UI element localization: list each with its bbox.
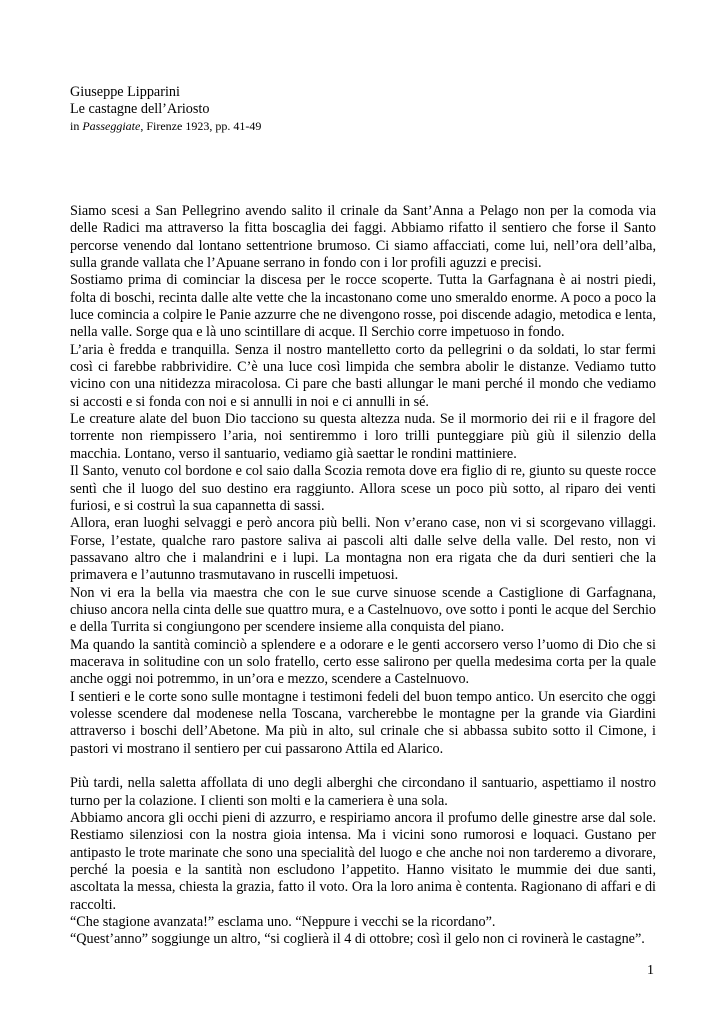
paragraph: L’aria è fredda e tranquilla. Senza il nostro mantelletto corto da pellegrini o da soldati, lo star fermi così ci farebbe rabbrividire. C’è una luce così limpida che sembra abolir le distanze. Vediamo tutto vicino con una nitidezza miracolosa. Ci pare che basti allungar le mani perché il mondo che vediamo si accosti e si fonda con noi e si annulli in noi e ci annulli in sé. bbox=[70, 341, 656, 410]
source-details: , Firenze 1923, pp. 41-49 bbox=[140, 119, 262, 133]
author-name: Giuseppe Lipparini bbox=[70, 84, 180, 100]
paragraph: Le creature alate del buon Dio tacciono su questa altezza nuda. Se il mormorio dei rii e il fragore del torrente non riempissero l’aria, noi sentiremmo i loro trilli punteggiare più giù il silenzio della macchia. Lontano, verso il santuario, vediamo già saettar le rondini mattiniere. bbox=[70, 411, 656, 462]
paragraph: Abbiamo ancora gli occhi pieni di azzurro, e respiriamo ancora il profumo delle ginestre arse dal sole. Restiamo silenziosi con la nostra gioia intensa. Ma i vicini sono rumorosi e loquaci. Gustano per antipasto le trote marinate che sono una specialità del luogo e che anche noi non tarderemo a divorare, perché la poesia e la santità non escludono l’appetito. Hanno visitato le mummie dei due santi, ascoltata la messa, chiesta la grazia, fatto il voto. Ora la loro anima è contenta. Ragionano di affari e di raccolti. bbox=[70, 810, 656, 913]
paragraph: I sentieri e le corte sono sulle montagne i testimoni fedeli del buon tempo antico. Un esercito che oggi volesse scendere dal modenese nella Toscana, varcherebbe le montagne per la grande via Giardini attraverso i boschi dell’Abetone. Ma più in alto, sul crinale che si abbassa subito sotto il Cimone, i pastori vi mostrano il sentiero per cui passarono Attila ed Alarico. bbox=[70, 688, 656, 757]
paragraph: Allora, eran luoghi selvaggi e però ancora più belli. Non v’erano case, non vi si scorgevano villaggi. Forse, l’estate, qualche raro pastore saliva ai pascoli alti dalle selve della valle. Del resto, non vi passavano altro che i malandrini e i lupi. La montagna non era rigata che da duri sentieri che la primavera e l’autunno trasmutavano in ruscelli impetuosi. bbox=[70, 515, 656, 584]
document-title: Le castagne dell’Ariosto bbox=[70, 101, 210, 117]
source-prefix: in bbox=[70, 119, 83, 133]
document-header bbox=[70, 84, 670, 134]
source-citation bbox=[70, 118, 670, 134]
page-number: 1 bbox=[647, 963, 654, 978]
paragraph: Ma quando la santità cominciò a splendere e a odorare e le genti accorsero verso l’uomo di Dio che si macerava in solitudine con un solo fratello, certo esse salirono per quella medesima corta per la quale anche oggi noi potremmo, in un’ora e mezzo, scendere a Castelnuovo. bbox=[70, 636, 656, 688]
paragraph: “Quest’anno” soggiunge un altro, “si coglierà il 4 di ottobre; così il gelo non ci rovinerà le castagne”. bbox=[70, 931, 645, 948]
paragraph: Siamo scesi a San Pellegrino avendo salito il crinale da Sant’Anna a Pelago non per la comoda via delle Radici ma attraverso la fitta boscaglia dei faggi. Abbiamo rifatto il sentiero che forse il Santo percorse venendo dal lontano settentrione brumoso. Ci siamo affacciati, come lui, nell’ora dell’alba, sulla grande vallata che l’Apuane serrano in fondo con i lor profili aguzzi e precisi. bbox=[70, 203, 656, 272]
paragraph: Il Santo, venuto col bordone e col saio dalla Scozia remota dove era figlio di re, giunto su queste rocce sentì che il luogo del suo destino era raggiunto. Allora scese un poco più sotto, al riparo dei venti furiosi, e si costruì la sua capannetta di sassi. bbox=[70, 463, 656, 514]
paragraph: Sostiamo prima di cominciar la discesa per le rocce scoperte. Tutta la Garfagnana è ai nostri piedi, folta di boschi, recinta dalle alte vette che la incastonano come uno smeraldo enorme. A poco a poco la luce comincia a colpire le Panie azzurre che ne divengono rosse, poi discende adagio, metodica e lenta, nella valle. Sorge qua e là uno scintillare di acque. Il Serchio corre impetuoso in fondo. bbox=[70, 272, 656, 341]
source-book-title: Passeggiate bbox=[82, 119, 141, 133]
paragraph: Più tardi, nella saletta affollata di uno degli alberghi che circondano il santuario, aspettiamo il nostro turno per la colazione. I clienti son molti e la cameriera è una sola. bbox=[70, 775, 656, 809]
paragraph-spacer bbox=[70, 758, 656, 775]
body-text bbox=[70, 203, 656, 949]
paragraph: Non vi era la bella via maestra che con le sue curve sinuose scende a Castiglione di Garfagnana, chiuso ancora nella cinta delle sue quattro mura, e a Castelnuovo, ove sotto i ponti le acque del Serchio e della Turrita si congiungono per scendere insieme alla conquista del piano. bbox=[70, 584, 656, 636]
paragraph: “Che stagione avanzata!” esclama uno. “Neppure i vecchi se la ricordano”. bbox=[70, 914, 496, 931]
